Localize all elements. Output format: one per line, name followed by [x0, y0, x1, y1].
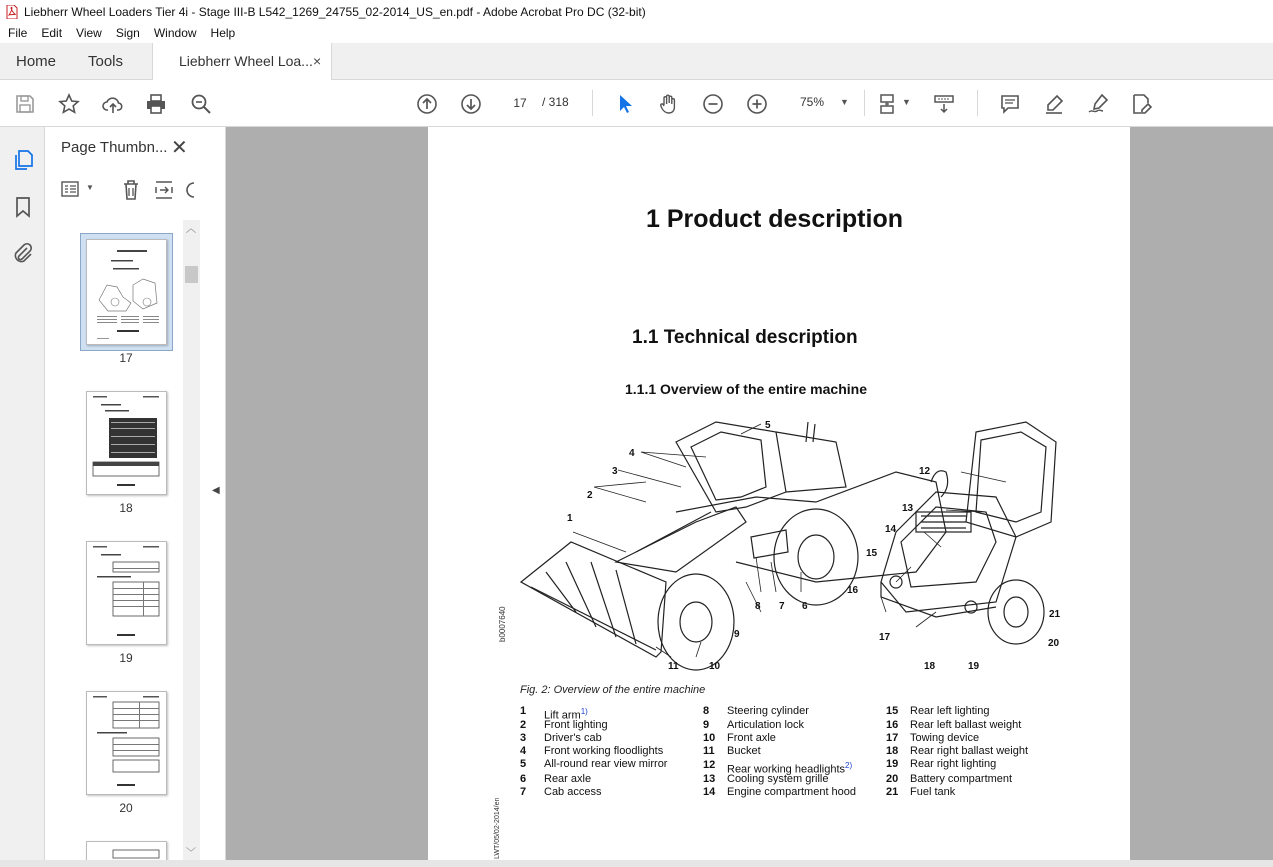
bookmark-icon[interactable]	[11, 195, 35, 219]
options-dropdown-icon[interactable]: ▼	[86, 183, 94, 192]
highlight-pen-icon[interactable]	[1042, 92, 1066, 116]
horizontal-scrollbar[interactable]	[0, 860, 1273, 867]
print-icon[interactable]	[144, 92, 168, 116]
menu-bar	[0, 23, 1273, 43]
scroll-up-icon[interactable]: ︿	[186, 224, 196, 235]
thumbnail-label: 17	[119, 351, 133, 365]
menu-edit[interactable]: Edit	[41, 26, 63, 40]
callout-label: 8	[755, 601, 761, 612]
thumbnail-page-18[interactable]	[86, 391, 167, 495]
edit-document-icon[interactable]	[1130, 92, 1154, 116]
zoom-out-icon[interactable]	[701, 92, 725, 116]
hand-tool-icon[interactable]	[657, 92, 681, 116]
previous-page-icon[interactable]	[415, 92, 439, 116]
callout-label: 12	[919, 466, 931, 477]
figure-caption: Fig. 2: Overview of the entire machine	[520, 684, 706, 696]
callout-label: 3	[612, 466, 618, 477]
chapter-heading: 1 Product description	[646, 205, 903, 233]
upload-cloud-icon[interactable]	[101, 92, 125, 116]
tab-document-label: Liebherr Wheel Loa...	[179, 53, 313, 69]
zoom-level-select[interactable]	[790, 90, 856, 114]
attachment-icon[interactable]	[11, 241, 35, 265]
footer-code: LWT/05/02-2014/en	[494, 797, 501, 859]
close-tab-icon[interactable]: ×	[313, 53, 322, 69]
panel-title: Page Thumbn...	[61, 139, 168, 156]
callout-label: 11	[668, 661, 679, 672]
zoom-dropdown-icon: ▼	[840, 97, 849, 107]
callout-label: 17	[879, 632, 891, 643]
pdf-page: 1 Product description 1.1 Technical description 1.1.1 Overview of the entire machine 1 2 3 4 5 6 7 8 9 10 11 12 13 14 15 16 17 18 19 20 21 b0007640 Fig. 2: Overview of the entire machine 1 Lift arm$^{1)}$ 2 Front lighting 3 Driver's cab 4 Front working floodlights 5 All-round rear view mirror 6 Rear axle 7 Cab access 8 Steering cylinder 9 Articulation lock 10 Front axle 11 Bucket 12 Rear working headlights$^{2)}$ 13 Cooling system grille 14 Engine compartment hood 15 Rear left lighting 16 Rear left ballast weight 17 Towing device 18 Rear right ballast weight 19 Rear right lighting 20 Battery compartment 21 Fuel tank LWT/05/02-2014/en	[428, 127, 1130, 867]
callout-label: 13	[902, 503, 914, 514]
close-panel-icon[interactable]: ✕	[171, 137, 188, 159]
document-view[interactable]	[226, 127, 1273, 867]
comment-icon[interactable]	[998, 92, 1022, 116]
zoom-in-icon[interactable]	[745, 92, 769, 116]
thumbnail-preview	[87, 240, 166, 344]
callout-label: 16	[847, 585, 859, 596]
next-page-icon[interactable]	[459, 92, 483, 116]
menu-window[interactable]: Window	[153, 26, 197, 40]
callout-label: 1	[567, 513, 573, 524]
acrobat-pdf-icon	[6, 5, 18, 19]
callout-label: 5	[765, 420, 771, 431]
tab-bar	[0, 43, 1273, 80]
scroll-mode-icon[interactable]	[932, 92, 956, 116]
callout-label: 7	[779, 601, 785, 612]
thumbnail-preview	[87, 692, 166, 794]
page-fit-dropdown-icon[interactable]: ▼	[902, 97, 911, 107]
page-total-label: / 318	[542, 95, 569, 109]
tab-tools[interactable]: Tools	[88, 53, 124, 70]
thumbnail-page-20[interactable]	[86, 691, 167, 795]
callout-label: 21	[1049, 609, 1061, 620]
zoom-search-icon[interactable]	[189, 92, 213, 116]
title-bar	[0, 0, 1273, 23]
thumbnail-scrollbar[interactable]	[183, 220, 200, 860]
zoom-level-value: 75%	[800, 95, 825, 109]
toolbar-separator	[592, 90, 593, 116]
callout-label: 18	[924, 661, 936, 672]
thumbnail-label: 19	[119, 651, 133, 665]
callout-label: 10	[709, 661, 721, 672]
main-toolbar	[0, 80, 1273, 127]
section-heading: 1.1 Technical description	[632, 327, 858, 348]
callout-label: 4	[629, 448, 635, 459]
tab-home[interactable]: Home	[16, 53, 57, 70]
sign-pen-icon[interactable]	[1086, 92, 1110, 116]
callout-label: 19	[968, 661, 980, 672]
thumbnail-tools	[45, 172, 226, 207]
thumbnail-page-17[interactable]	[86, 239, 167, 345]
left-navigation-rail	[0, 127, 45, 867]
wheel-loader-illustration	[516, 412, 1066, 677]
scroll-down-icon[interactable]: ﹀	[186, 848, 196, 859]
current-page-input[interactable]: 17	[502, 90, 538, 114]
thumbnail-label: 18	[119, 501, 133, 515]
scrollbar-thumb[interactable]	[185, 266, 198, 283]
menu-sign[interactable]: Sign	[115, 26, 140, 40]
star-icon[interactable]	[57, 92, 81, 116]
menu-help[interactable]: Help	[210, 26, 236, 40]
select-cursor-icon[interactable]	[613, 92, 637, 116]
callout-label: 2	[587, 490, 593, 501]
thumbnail-label: 20	[119, 801, 133, 815]
page-fit-icon[interactable]	[877, 92, 901, 116]
thumbnail-preview	[87, 392, 166, 494]
thumbnails-icon[interactable]	[11, 148, 35, 172]
thumbnail-options-icon[interactable]	[61, 180, 83, 198]
page-thumbnails-panel	[45, 127, 226, 867]
menu-file[interactable]: File	[8, 26, 28, 40]
window-title: Liebherr Wheel Loaders Tier 4i - Stage III-B L542_1269_24755_02-2014_US_en.pdf - Adobe Acrobat Pro DC (32-bit)	[24, 4, 646, 19]
collapse-panel-icon[interactable]: ◀	[212, 485, 220, 496]
menu-view[interactable]: View	[76, 26, 102, 40]
figure-code: b0007640	[498, 606, 507, 642]
rotate-page-icon[interactable]	[153, 179, 175, 201]
subsection-heading: 1.1.1 Overview of the entire machine	[625, 381, 867, 397]
toolbar-separator	[977, 90, 978, 116]
thumbnail-page-19[interactable]	[86, 541, 167, 645]
tab-document[interactable]	[152, 43, 332, 80]
save-icon[interactable]	[13, 92, 37, 116]
callout-label: 6	[802, 601, 808, 612]
callout-label: 14	[885, 524, 897, 535]
callout-label: 9	[734, 629, 740, 640]
toolbar-separator	[864, 90, 865, 116]
more-tools-icon[interactable]	[186, 179, 196, 201]
callout-label: 15	[866, 548, 878, 559]
delete-page-icon[interactable]	[120, 179, 142, 201]
thumbnail-preview	[87, 542, 166, 644]
callout-label: 20	[1048, 638, 1060, 649]
